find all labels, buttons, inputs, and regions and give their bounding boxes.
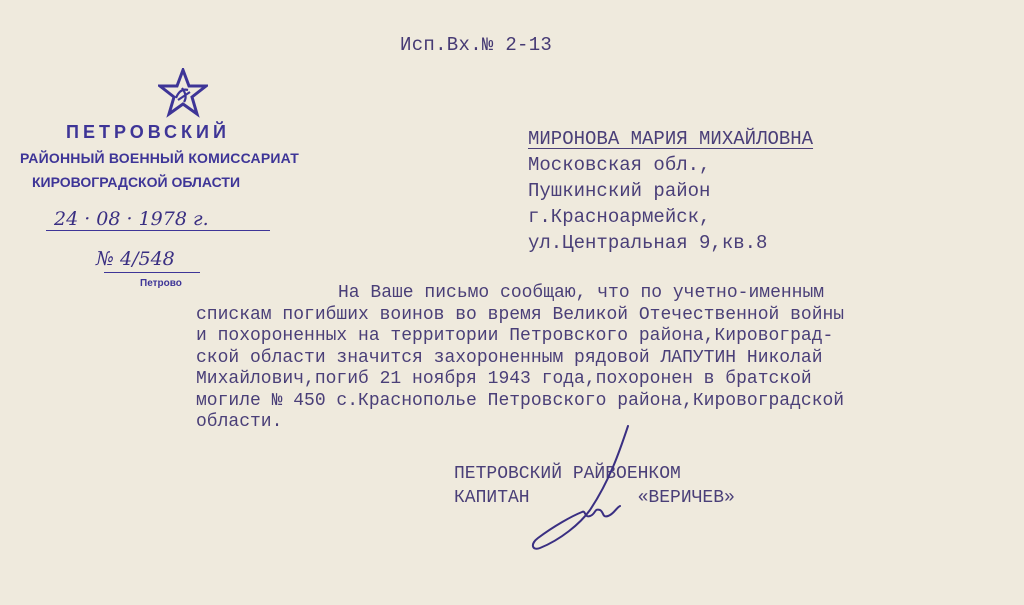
addressee-city: г.Красноармейск, [528, 206, 711, 228]
signatory-rank: КАПИТАН [454, 488, 530, 508]
body-line: могиле № 450 с.Краснополье Петровского района,Кировоградской [196, 390, 845, 411]
body-line: области. [196, 412, 283, 432]
stamp-commissariat-title: РАЙОННЫЙ ВОЕННЫЙ КОМИССАРИАТ [20, 150, 300, 166]
stamp-district-name: ПЕТРОВСКИЙ [66, 122, 230, 142]
stamp-region-name: КИРОВОГРАДСКОЙ ОБЛАСТИ [32, 174, 241, 190]
handwritten-signature [520, 420, 640, 560]
stamp-date-underline [46, 230, 270, 231]
signatory-title: ПЕТРОВСКИЙ РАЙВОЕНКОМ [454, 464, 681, 484]
star-emblem-icon [158, 68, 208, 118]
signatory-name: «ВЕРИЧЕВ» [637, 488, 735, 508]
addressee-district: Пушкинский район [528, 180, 711, 202]
body-line: спискам погибших воинов во время Великой Отечественной войны [196, 304, 845, 325]
addressee-street: ул.Центральная 9,кв.8 [528, 232, 768, 254]
body-line: На Ваше письмо сообщаю, что по учетно-именным [338, 283, 825, 303]
stamp-number-underline [104, 272, 200, 273]
stamp-handwritten-date: 24 · 08 · 1978 г. [54, 208, 209, 230]
body-line: Михайлович,погиб 21 ноября 1943 года,похоронен в братской [196, 369, 812, 389]
addressee-block [528, 126, 813, 256]
body-line: ской области значится захороненным рядовой ЛАПУТИН Николай [196, 347, 823, 368]
body-line: и похороненных на территории Петровского района,Кировоград- [196, 326, 834, 346]
addressee-region: Московская обл., [528, 154, 711, 176]
incoming-reference-number: Исп.Вх.№ 2-13 [400, 34, 553, 56]
stamp-town-name: Петрово [140, 278, 182, 289]
letter-body [196, 283, 844, 434]
military-commissariat-stamp [20, 68, 320, 298]
addressee-name: МИРОНОВА МАРИЯ МИХАЙЛОВНА [528, 128, 814, 150]
stamp-handwritten-number: № 4/548 [96, 248, 175, 270]
